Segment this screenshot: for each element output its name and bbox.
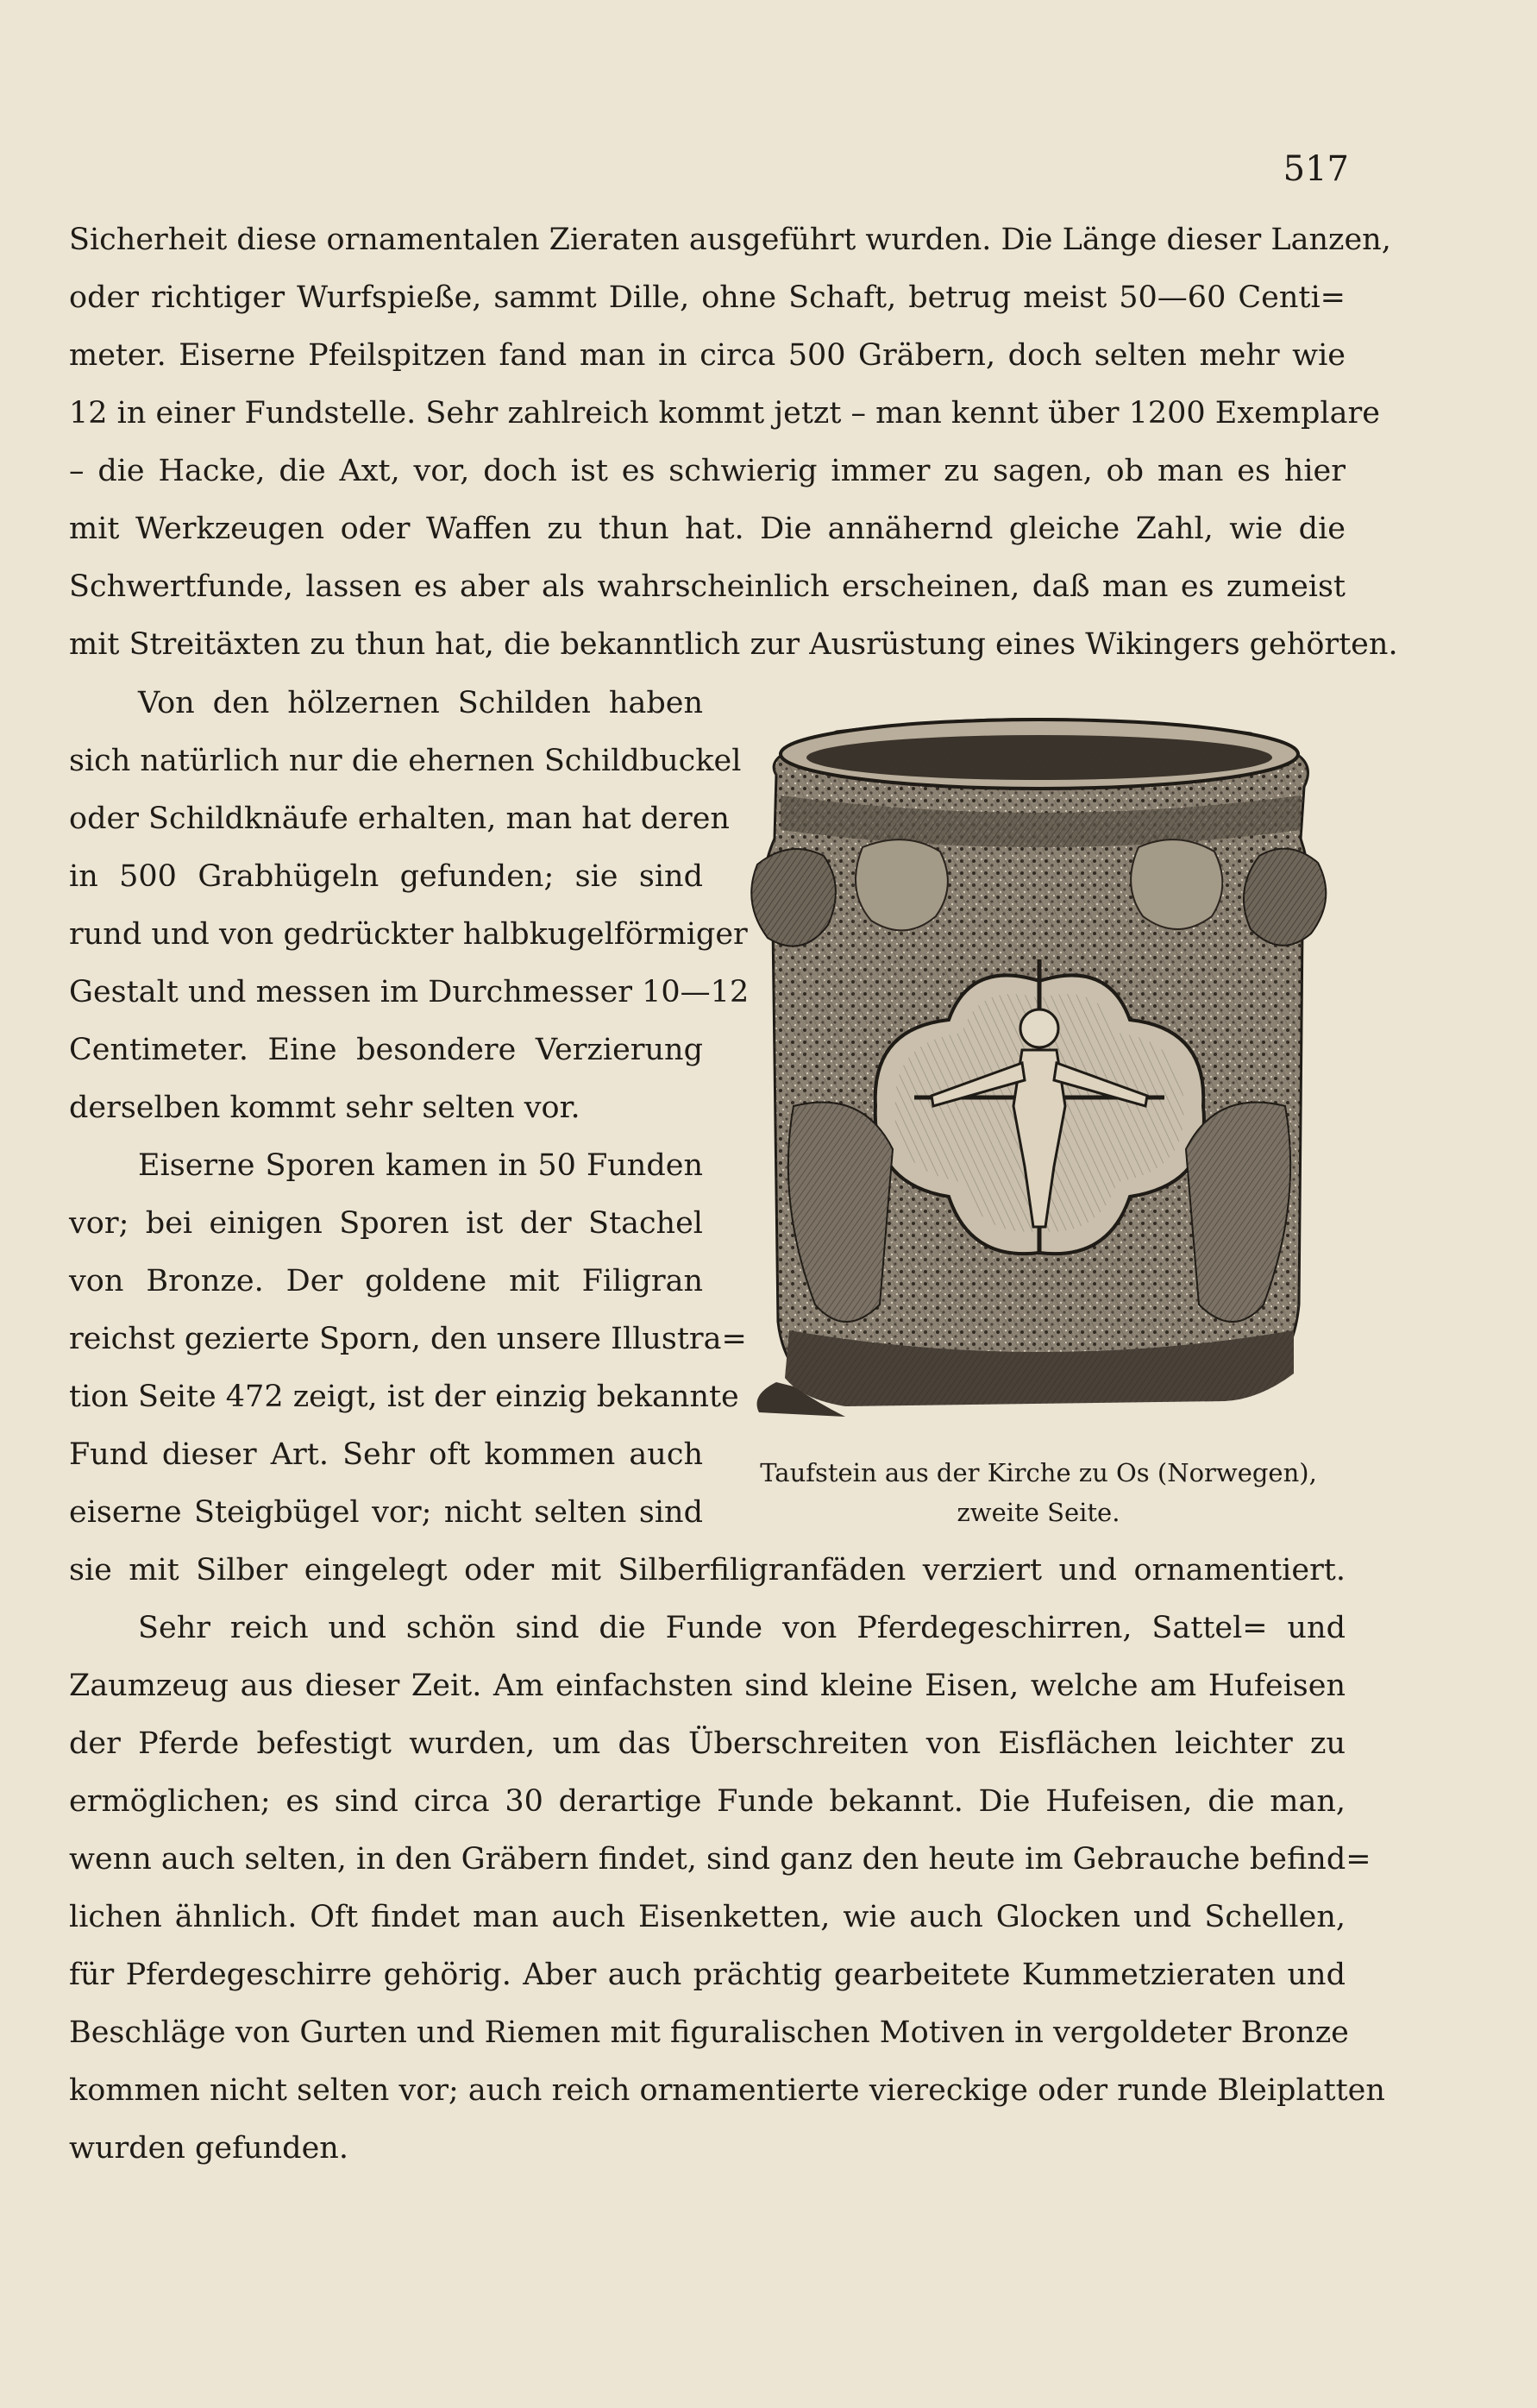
text-line-15: Centimeter. Eine besondere Verzierung [69,1033,703,1067]
text-line-21: tion Seite 472 zeigt, ist der einzig bekannte [69,1380,739,1414]
text-line-32: Beschläge von Gurten und Riemen mit figuralischen Motiven in vergoldeter Bronze [69,2015,1349,2050]
text-line-8: mit Streitäxten zu thun hat, die bekanntlich zur Ausrüstung eines Wikingers gehörten. [69,627,1398,662]
text-line-24: sie mit Silber eingelegt oder mit Silberfiligranfäden verziert und ornamentiert. [69,1553,1346,1588]
text-line-12: in 500 Grabhügeln gefunden; sie sind [69,859,703,894]
text-line-20: reichst gezierte Sporn, den unsere Illustra= [69,1322,747,1356]
text-line-6: mit Werkzeugen oder Waffen zu thun hat. Die annähernd gleiche Zahl, wie die [69,512,1346,546]
text-line-27: der Pferde befestigt wurden, um das Überschreiten von Eisflächen leichter zu [69,1726,1346,1761]
text-line-30: lichen ähnlich. Oft findet man auch Eisenketten, wie auch Glocken und Schellen, [69,1900,1346,1934]
figure-caption-line-2: zweite Seite. [957,1498,1120,1527]
text-line-19: von Bronze. Der goldene mit Filigran [69,1264,703,1298]
text-line-11: oder Schildknäufe erhalten, man hat deren [69,802,730,836]
text-line-5: – die Hacke, die Axt, vor, doch ist es schwierig immer zu sagen, ob man es hier [69,454,1346,488]
text-line-31: für Pferdegeschirre gehörig. Aber auch prächtig gearbeitete Kummetzieraten und [69,1958,1346,1992]
text-line-3: meter. Eiserne Pfeilspitzen fand man in circa 500 Gräbern, doch selten mehr wie [69,338,1346,373]
page-number: 517 [1283,149,1349,189]
baptismal-font-illustration [742,701,1337,1432]
carved-figure-upper-right [1131,839,1222,929]
text-line-22: Fund dieser Art. Sehr oft kommen auch [69,1437,703,1472]
text-line-14: Gestalt und messen im Durchmesser 10—12 [69,975,750,1009]
text-line-29: wenn auch selten, in den Gräbern findet, sind ganz den heute im Gebrauche befind= [69,1842,1371,1877]
figure-caption-line-1: Taufstein aus der Kirche zu Os (Norwegen), [760,1458,1317,1487]
text-line-17: Eiserne Sporen kamen in 50 Funden [138,1148,703,1183]
text-line-9: Von den hölzernen Schilden haben [138,686,703,720]
text-line-18: vor; bei einigen Sporen ist der Stachel [69,1206,703,1241]
text-line-33: kommen nicht selten vor; auch reich ornamentierte viereckige oder runde Bleiplatten [69,2073,1385,2108]
text-line-34: wurden gefunden. [69,2131,348,2166]
text-line-2: oder richtiger Wurfspieße, sammt Dille, ohne Schaft, betrug meist 50—60 Centi= [69,280,1346,315]
text-line-4: 12 in einer Fundstelle. Sehr zahlreich kommt jetzt – man kennt über 1200 Exemplare [69,396,1380,431]
carved-figure-upper-left [856,839,948,930]
text-line-10: sich natürlich nur die ehernen Schildbuckel [69,744,742,778]
text-line-23: eiserne Steigbügel vor; nicht selten sind [69,1495,703,1530]
text-line-16: derselben kommt sehr selten vor. [69,1091,580,1125]
text-line-26: Zaumzeug aus dieser Zeit. Am einfachsten sind kleine Eisen, welche am Hufeisen [69,1669,1346,1703]
text-line-1: Sicherheit diese ornamentalen Zieraten ausgeführt wurden. Die Länge dieser Lanzen, [69,223,1391,257]
text-line-13: rund und von gedrückter halbkugelförmiger [69,917,748,952]
text-line-28: ermöglichen; es sind circa 30 derartige Funde bekannt. Die Hufeisen, die man, [69,1784,1346,1819]
text-line-25: Sehr reich und schön sind die Funde von Pferdegeschirren, Sattel= und [138,1611,1346,1645]
text-line-7: Schwertfunde, lassen es aber als wahrscheinlich erscheinen, daß man es zumeist [69,569,1346,604]
